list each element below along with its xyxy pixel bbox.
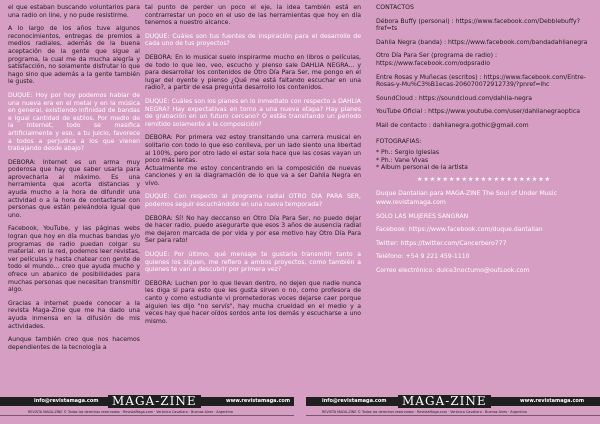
photos-heading: FOTOGRAFIAS: (376, 137, 422, 145)
paragraph: Gracias a internet puede conocer a la revista Maga-Zine que me ha dado una ayuda inmensa en la difusión de mis actividades. (8, 299, 140, 330)
paragraph: tal punto de perder un poco el eje, la idea también está en contrarrestar un poco en el uso de las herramientas que hoy en día tenemos a nuestro alcance. (145, 4, 361, 27)
magazine-logo: MAGA-ZINE (108, 395, 201, 408)
magazine-logo: MAGA-ZINE (398, 395, 491, 408)
contact-link[interactable]: YouTube Oficial : https://www.youtube.com/user/dahlianegraoptica (376, 108, 580, 116)
footer-email[interactable]: info@revistamaga.com (322, 398, 387, 404)
footer-rule (0, 415, 294, 416)
star-divider: ★★★★★★★★★★★★★★★★★★★★★ (417, 175, 551, 183)
paragraph: Actualmente me estoy concentrando en la composición de nuevas canciones y en la diagramación de lo que va a ser Dahlia Negra en vivo. (145, 164, 361, 187)
footer-site[interactable]: www.revistamaga.com (520, 398, 585, 404)
footer-rule (306, 415, 600, 416)
question: DUQUE: Cuáles son tus fuentes de inspiración para el desarrollo de cada uno de tus proyectos? (145, 32, 361, 48)
photo-credit: * Album personal de la artista (376, 164, 468, 172)
facebook-link[interactable]: Facebook: https://www.facebook.com/duque.dantalian (376, 226, 543, 234)
column-left (8, 4, 140, 357)
paragraph: Facebook, YouTube, y las páginas webs logran que hoy en día muchas bandas y/o programas de radio puedan colgar su material. en la red, podemos leer revistas, ver películas y hasta chatear con gente de todo el mundo... creo que ayuda mucho y ofrece un abanico de posibilidades para muchas personas que necesitan transmitir algo. (8, 225, 140, 294)
paragraph: el que estaban buscando voluntarios para una radio on line, y no pude resistirme. (8, 4, 140, 19)
contact-link[interactable]: Débora Buffy (personal) : https://www.facebook.com/Debblebuffy?fref=ts (376, 17, 580, 33)
photo-credit: * Ph.: Vane Vivas (376, 156, 429, 164)
paragraph: DEBORA: Internet es un arma muy poderosa que hay que saber usarla para aprovecharla al máximo. Es una herramienta que acorta distancias y ayuda mucho a la hora de difundir una actividad o a la hora de contactarse con personas que están peleándola igual que uno. (8, 158, 140, 219)
question: DUQUE: Cuáles son los planes en lo inmediato con respecto a DAHLIA NEGRA? Hay expectativas en torno a una nueva etapa? Hay planes de grabación en un futuro cercano? O estás transitando un periodo remitido solamente a la composición? (145, 97, 361, 128)
question: DUQUE: Hoy por hoy podemos hablar de una nueva era en el metal y en la música en general, existiendo infinidad de bandas e igual cantidad de estilos. Por medio de la Internet, todo se masifica artificialmente y eso, a tu juicio, favorece a todos a perjudica a los que vienen trabajando desde abajo? (8, 91, 140, 153)
paragraph: DEBORA: Luchen por lo que llevan dentro, no dejen que nadie nunca les diga si para esto que les gusta sirven o no, como profesora de canto y como estudiante vi prometedoras voces dejarse caer porque alguien les dijo "no servís", hay mucha crueldad en el medio y a veces hay que hacer oídos sordos ante los demás y escucharse a uno mismo. (145, 279, 361, 325)
twitter-link[interactable]: Twitter: https://twitter.com/Cancerbero777 (376, 239, 507, 247)
paragraph: A lo largo de los años tuve algunos reconocimientos, entregas de premios a medios radiales, además de la buena aceptación de la gente que sigue al programa, la cual me da mucha alegría y satisfacción, no solamente disfrutar lo que hago sino que además a la gente también le guste. (8, 25, 140, 86)
contacts-heading: CONTACTOS (376, 4, 414, 11)
phone-number: Teléfono: +54 9 221 459-1110 (376, 253, 470, 261)
footer-email[interactable]: info@revistamaga.com (34, 398, 99, 404)
contact-link[interactable]: SoundCloud : https://soundcloud.com/dahlia-negra (376, 94, 533, 102)
column-title: SOLO LAS MUJERES SANGRAN (376, 212, 469, 220)
contact-link[interactable]: Dahlia Negra (banda) : https://www.facebook.com/bandadahlianegra (376, 38, 588, 46)
page-footer (0, 395, 600, 424)
paragraph: Aunque también creo que nos hacemos dependientes de la tecnología a (8, 336, 140, 351)
paragraph: DEBORA: En lo musical suelo inspirarme mucho en libros o películas, de todo lo que leo, veo, escucho y pienso sale DAHLIA NEGRA... y para desarrollar los contenidos de Otro Día Para Ser, me pongo en el lugar del oyente y pienso ¿Qué me está faltando escuchar en una radio?, a partir de esa pregunta desarrollo los contenidos. (145, 53, 361, 92)
footer-copyright: REVISTA MAGA-ZINE © Todos los derechos reservados · RevistaMaga.com · Verónica Cavallaro · Buenos Aires · Argentina (322, 410, 527, 414)
column-right (376, 4, 592, 281)
footer-copyright: REVISTA MAGA-ZINE © Todos los derechos reservados · RevistaMaga.com · Verónica Cavallaro · Buenos Aires · Argentina (28, 410, 233, 414)
paragraph: DEBORA: Sí! No hay deccanso en Otro Día Para Ser, no puedo dejar de hacer radio, puedo asegurarte que esos 3 años de ausencia radial me dejaron marcada de por vida y por ese motivo hay Otro Día Para Ser para rato! (145, 214, 361, 245)
question: DUQUE: Por último, qué mensaje te gustaría transmitir tanto a quienes los siguen, me refiero a ambos proyectos, como también a quienes te van a descubrir por primera vez? (145, 251, 361, 274)
contact-link[interactable]: Otro Día Para Ser (programa de radio) : https://www.facebook.com/odpsradio (376, 52, 498, 67)
photo-credit: * Ph.: Sergio Iglesias (376, 149, 440, 157)
email-link[interactable]: Correo electrónico: dulce3noctumo@outLook.com (376, 267, 530, 275)
contact-link[interactable]: Entre Rosas y Muñecas (escritos) : https://www.facebook.com/Entre-Rosas-y-Mu%C3%B1ecas-206070072912739/?pnref=lhc (376, 73, 586, 89)
site-link[interactable]: www.revistamaga.com (376, 199, 446, 207)
contact-mail[interactable]: Mail de contacto : dahlianegra.gothic@gmail.com (376, 121, 529, 129)
author-credit: Duque Dantalian para MAGA-ZINE The Soul of Under Music (376, 189, 557, 197)
column-middle (145, 4, 361, 331)
footer-site[interactable]: www.revistamaga.com (226, 398, 291, 404)
paragraph: DEBORA: Por primera vez estoy transitando una carrera musical en solitario con todo lo que eso conlleva, por un lado siento una libertad al 100%, pero por otro lado el estar sola hace que las cosas vayan un poco más lentas. (145, 134, 361, 165)
question: DUQUE: Con respecto al programa radial OTRO DIA PARA SER, podemos seguir escuchándote en una nueva temporada? (145, 193, 361, 209)
